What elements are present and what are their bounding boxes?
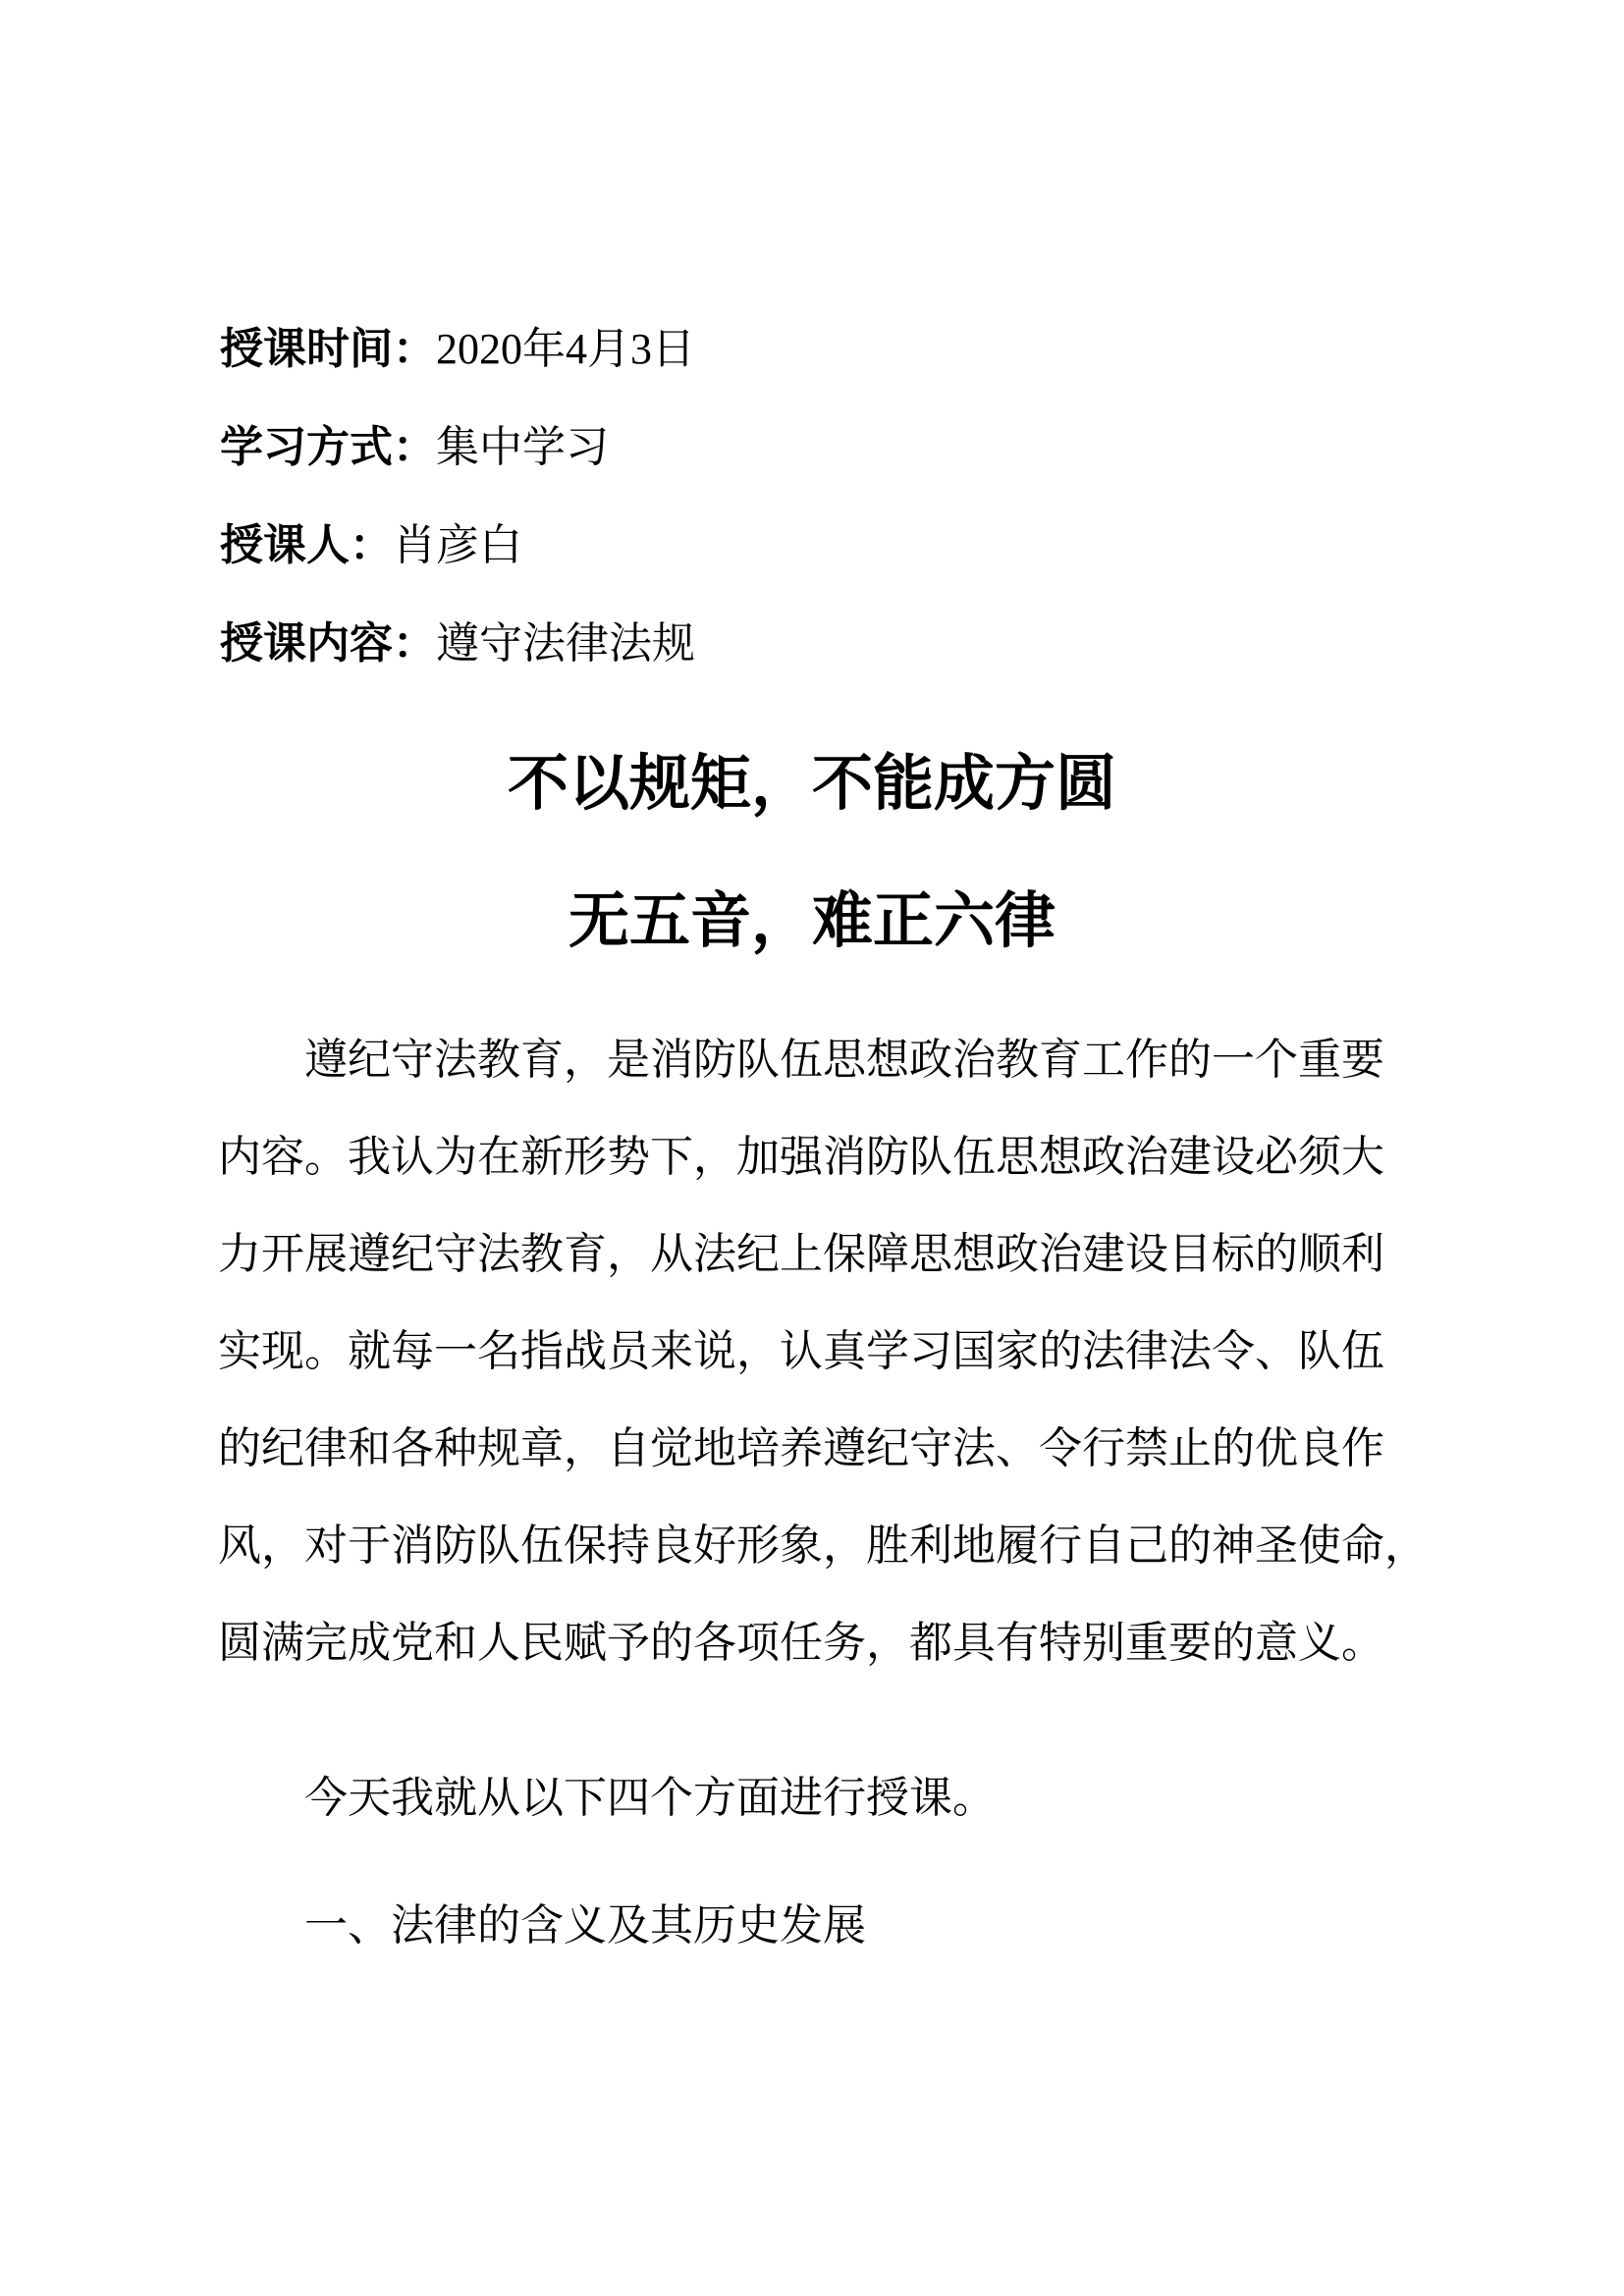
meta-time-value: 2020年4月3日 (436, 325, 695, 373)
meta-method (220, 418, 1418, 477)
paragraph-line: 风，对于消防队伍保持良好形象，胜利地履行自己的神圣使命， (218, 1521, 1428, 1571)
title-line-2: 无五音，难正六律 (568, 884, 1056, 956)
meta-method-value: 集中学习 (436, 422, 609, 472)
meta-lecturer-value: 肖彦白 (393, 520, 522, 570)
meta-content-label: 授课内容： (220, 618, 436, 668)
meta-time (220, 320, 1418, 379)
meta-content (220, 614, 1418, 673)
paragraph-line: 实现。就每一名指战员来说，认真学习国家的法律法令、队伍 (218, 1326, 1384, 1376)
meta-method-label: 学习方式： (220, 422, 436, 472)
title-line-1: 不以规矩，不能成方圆 (507, 747, 1116, 819)
paragraph-line: 遵纪守法教育，是消防队伍思想政治教育工作的一个重要 (304, 1035, 1384, 1085)
meta-lecturer (220, 516, 1418, 575)
meta-content-value: 遵守法律法规 (436, 618, 695, 668)
meta-lecturer-label: 授课人： (220, 520, 393, 570)
paragraph-line: 内容。我认为在新形势下，加强消防队伍思想政治建设必须大 (218, 1132, 1384, 1182)
paragraph-line: 力开展遵纪守法教育，从法纪上保障思想政治建设目标的顺利 (218, 1229, 1384, 1279)
intro-paragraph: 今天我就从以下四个方面进行授课。 (304, 1773, 996, 1823)
meta-time-label: 授课时间： (220, 324, 436, 374)
paragraph-line: 的纪律和各种规章，自觉地培养遵纪守法、令行禁止的优良作 (218, 1423, 1384, 1473)
body-paragraph-1 (218, 1011, 1428, 1691)
section-heading-1: 一、法律的含义及其历史发展 (304, 1900, 866, 1950)
paragraph-line: 圆满完成党和人民赋予的各项任务，都具有特别重要的意义。 (218, 1618, 1384, 1668)
